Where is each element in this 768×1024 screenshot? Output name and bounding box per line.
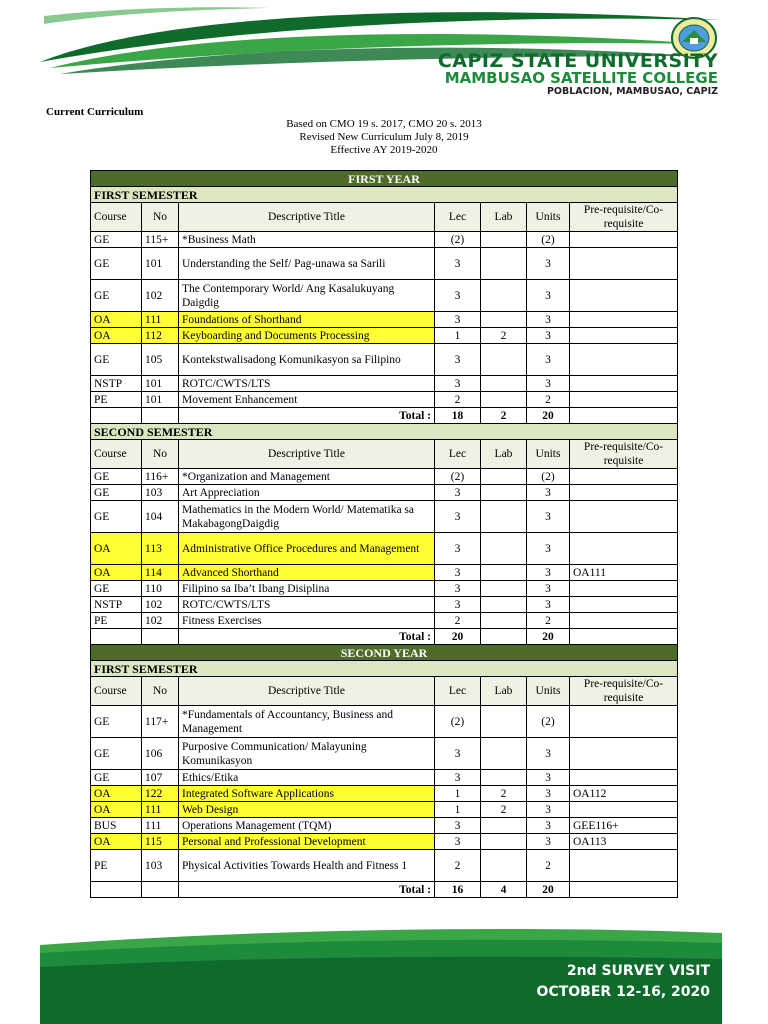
column-header-title: Descriptive Title <box>179 440 435 469</box>
course-title: *Business Math <box>179 232 435 248</box>
column-header-prereq: Pre-requisite/Co-requisite <box>570 440 678 469</box>
total-label: Total : <box>179 629 435 645</box>
units: 2 <box>527 392 570 408</box>
units: 3 <box>527 786 570 802</box>
total-blank <box>570 882 678 898</box>
column-header-course: Course <box>91 440 142 469</box>
column-header-row <box>91 677 678 706</box>
lec-hours: (2) <box>435 469 481 485</box>
course-row <box>91 376 678 392</box>
prerequisite <box>570 501 678 533</box>
prerequisite: OA112 <box>570 786 678 802</box>
course-code: NSTP <box>91 376 142 392</box>
course-number: 101 <box>142 376 179 392</box>
total-lab: 2 <box>481 408 527 424</box>
units: 3 <box>527 738 570 770</box>
course-title: Ethics/Etika <box>179 770 435 786</box>
course-title: Purposive Communication/ Malayuning Komunikasyon <box>179 738 435 770</box>
semester-label: SECOND SEMESTER <box>91 424 678 440</box>
lec-hours: 1 <box>435 328 481 344</box>
units: (2) <box>527 232 570 248</box>
units: 3 <box>527 533 570 565</box>
course-number: 122 <box>142 786 179 802</box>
lab-hours <box>481 533 527 565</box>
units: 2 <box>527 850 570 882</box>
course-code: GE <box>91 280 142 312</box>
course-title: *Fundamentals of Accountancy, Business and Management <box>179 706 435 738</box>
course-title: Web Design <box>179 802 435 818</box>
lec-hours: 1 <box>435 802 481 818</box>
course-number: 113 <box>142 533 179 565</box>
course-row <box>91 786 678 802</box>
lab-hours <box>481 597 527 613</box>
lab-hours: 2 <box>481 328 527 344</box>
lab-hours: 2 <box>481 786 527 802</box>
course-row <box>91 312 678 328</box>
course-title: Personal and Professional Development <box>179 834 435 850</box>
lab-hours <box>481 834 527 850</box>
lec-hours: 3 <box>435 770 481 786</box>
prerequisite <box>570 485 678 501</box>
curriculum-table <box>90 170 678 898</box>
lec-hours: (2) <box>435 706 481 738</box>
lab-hours <box>481 613 527 629</box>
total-label: Total : <box>179 882 435 898</box>
lec-hours: (2) <box>435 232 481 248</box>
units: 3 <box>527 770 570 786</box>
survey-visit-dates: OCTOBER 12-16, 2020 <box>536 984 710 1000</box>
lec-hours: 3 <box>435 344 481 376</box>
lab-hours <box>481 706 527 738</box>
units: 3 <box>527 501 570 533</box>
course-code: OA <box>91 834 142 850</box>
prerequisite <box>570 738 678 770</box>
total-blank <box>570 629 678 645</box>
prerequisite <box>570 469 678 485</box>
prerequisite <box>570 344 678 376</box>
total-blank <box>142 408 179 424</box>
course-title: Mathematics in the Modern World/ Matematika sa MakabagongDaigdig <box>179 501 435 533</box>
column-header-title: Descriptive Title <box>179 677 435 706</box>
course-title: Administrative Office Procedures and Management <box>179 533 435 565</box>
college-name: MAMBUSAO SATELLITE COLLEGE <box>444 69 718 87</box>
course-number: 103 <box>142 485 179 501</box>
course-title: Physical Activities Towards Health and Fitness 1 <box>179 850 435 882</box>
total-units: 20 <box>527 882 570 898</box>
column-header-course: Course <box>91 203 142 232</box>
course-code: OA <box>91 312 142 328</box>
lab-hours <box>481 501 527 533</box>
course-title: ROTC/CWTS/LTS <box>179 597 435 613</box>
lec-hours: 3 <box>435 581 481 597</box>
course-number: 111 <box>142 818 179 834</box>
total-lec: 16 <box>435 882 481 898</box>
lab-hours <box>481 850 527 882</box>
course-title: Operations Management (TQM) <box>179 818 435 834</box>
total-row <box>91 408 678 424</box>
course-row <box>91 850 678 882</box>
units: 3 <box>527 328 570 344</box>
units: 3 <box>527 344 570 376</box>
course-code: BUS <box>91 818 142 834</box>
course-title: Understanding the Self/ Pag-unawa sa Sarili <box>179 248 435 280</box>
lec-hours: 1 <box>435 786 481 802</box>
lab-hours <box>481 485 527 501</box>
lec-hours: 3 <box>435 312 481 328</box>
course-title: The Contemporary World/ Ang Kasalukuyang Daigdig <box>179 280 435 312</box>
course-title: ROTC/CWTS/LTS <box>179 376 435 392</box>
total-blank <box>570 408 678 424</box>
course-number: 117+ <box>142 706 179 738</box>
course-number: 101 <box>142 248 179 280</box>
course-title: Movement Enhancement <box>179 392 435 408</box>
course-number: 115+ <box>142 232 179 248</box>
course-row <box>91 280 678 312</box>
lec-hours: 3 <box>435 565 481 581</box>
course-row <box>91 613 678 629</box>
course-code: GE <box>91 344 142 376</box>
course-number: 104 <box>142 501 179 533</box>
total-units: 20 <box>527 629 570 645</box>
lab-hours <box>481 280 527 312</box>
course-row <box>91 328 678 344</box>
course-row <box>91 738 678 770</box>
lec-hours: 3 <box>435 280 481 312</box>
course-code: OA <box>91 533 142 565</box>
column-header-prereq: Pre-requisite/Co-requisite <box>570 203 678 232</box>
course-number: 111 <box>142 312 179 328</box>
column-header-lec: Lec <box>435 440 481 469</box>
course-title: *Organization and Management <box>179 469 435 485</box>
course-row <box>91 248 678 280</box>
lab-hours <box>481 818 527 834</box>
column-header-no: No <box>142 440 179 469</box>
prerequisite: OA111 <box>570 565 678 581</box>
course-number: 106 <box>142 738 179 770</box>
basis-line: Based on CMO 19 s. 2017, CMO 20 s. 2013 <box>286 118 482 130</box>
lab-hours <box>481 312 527 328</box>
total-row <box>91 882 678 898</box>
prerequisite <box>570 280 678 312</box>
prerequisite <box>570 802 678 818</box>
column-header-units: Units <box>527 677 570 706</box>
total-blank <box>142 629 179 645</box>
course-number: 111 <box>142 802 179 818</box>
column-header-course: Course <box>91 677 142 706</box>
course-row <box>91 501 678 533</box>
units: 3 <box>527 485 570 501</box>
course-code: PE <box>91 613 142 629</box>
prerequisite <box>570 613 678 629</box>
course-number: 102 <box>142 597 179 613</box>
course-title: Kontekstwalisadong Komunikasyon sa Filipino <box>179 344 435 376</box>
units: 3 <box>527 248 570 280</box>
prerequisite <box>570 392 678 408</box>
course-code: GE <box>91 232 142 248</box>
units: 2 <box>527 613 570 629</box>
prerequisite <box>570 312 678 328</box>
lec-hours: 3 <box>435 485 481 501</box>
course-code: GE <box>91 706 142 738</box>
course-code: GE <box>91 248 142 280</box>
course-row <box>91 485 678 501</box>
lab-hours <box>481 344 527 376</box>
course-title: Foundations of Shorthand <box>179 312 435 328</box>
column-header-units: Units <box>527 203 570 232</box>
course-row <box>91 597 678 613</box>
course-code: GE <box>91 581 142 597</box>
units: 3 <box>527 802 570 818</box>
prerequisite: OA113 <box>570 834 678 850</box>
semester-header-row <box>91 187 678 203</box>
prerequisite <box>570 376 678 392</box>
course-code: PE <box>91 850 142 882</box>
lab-hours <box>481 565 527 581</box>
lec-hours: 3 <box>435 597 481 613</box>
course-row <box>91 533 678 565</box>
course-title: Integrated Software Applications <box>179 786 435 802</box>
survey-visit-label: 2nd SURVEY VISIT <box>566 963 710 979</box>
course-number: 114 <box>142 565 179 581</box>
total-lec: 18 <box>435 408 481 424</box>
total-blank <box>91 408 142 424</box>
course-number: 107 <box>142 770 179 786</box>
course-title: Keyboarding and Documents Processing <box>179 328 435 344</box>
year-header-row <box>91 171 678 187</box>
basis-line: Effective AY 2019-2020 <box>330 144 438 156</box>
units: 3 <box>527 565 570 581</box>
course-number: 105 <box>142 344 179 376</box>
total-units: 20 <box>527 408 570 424</box>
course-row <box>91 818 678 834</box>
course-number: 116+ <box>142 469 179 485</box>
course-number: 115 <box>142 834 179 850</box>
column-header-lab: Lab <box>481 677 527 706</box>
lab-hours <box>481 581 527 597</box>
units: (2) <box>527 469 570 485</box>
prerequisite <box>570 248 678 280</box>
total-lab <box>481 629 527 645</box>
lab-hours <box>481 392 527 408</box>
lab-hours: 2 <box>481 802 527 818</box>
prerequisite <box>570 597 678 613</box>
total-blank <box>91 629 142 645</box>
course-row <box>91 565 678 581</box>
prerequisite <box>570 328 678 344</box>
lab-hours <box>481 738 527 770</box>
course-number: 110 <box>142 581 179 597</box>
year-label: FIRST YEAR <box>91 171 678 187</box>
units: 3 <box>527 818 570 834</box>
lec-hours: 3 <box>435 533 481 565</box>
course-row <box>91 232 678 248</box>
course-code: OA <box>91 565 142 581</box>
total-lec: 20 <box>435 629 481 645</box>
units: 3 <box>527 376 570 392</box>
course-title: Filipino sa Iba’t Ibang Disiplina <box>179 581 435 597</box>
course-row <box>91 834 678 850</box>
college-address: POBLACION, MAMBUSAO, CAPIZ <box>546 86 718 97</box>
lab-hours <box>481 248 527 280</box>
total-label: Total : <box>179 408 435 424</box>
curriculum-body <box>91 171 678 898</box>
prerequisite <box>570 232 678 248</box>
course-code: OA <box>91 786 142 802</box>
course-row <box>91 770 678 786</box>
course-title: Fitness Exercises <box>179 613 435 629</box>
semester-label: FIRST SEMESTER <box>91 661 678 677</box>
lab-hours <box>481 232 527 248</box>
course-row <box>91 706 678 738</box>
course-code: GE <box>91 485 142 501</box>
column-header-lab: Lab <box>481 440 527 469</box>
prerequisite <box>570 770 678 786</box>
lec-hours: 3 <box>435 248 481 280</box>
total-row <box>91 629 678 645</box>
course-row <box>91 469 678 485</box>
column-header-row <box>91 203 678 232</box>
course-row <box>91 802 678 818</box>
column-header-units: Units <box>527 440 570 469</box>
course-number: 103 <box>142 850 179 882</box>
course-row <box>91 392 678 408</box>
column-header-no: No <box>142 677 179 706</box>
column-header-lec: Lec <box>435 203 481 232</box>
course-code: PE <box>91 392 142 408</box>
column-header-prereq: Pre-requisite/Co-requisite <box>570 677 678 706</box>
course-number: 102 <box>142 613 179 629</box>
course-title: Art Appreciation <box>179 485 435 501</box>
lec-hours: 3 <box>435 834 481 850</box>
course-code: OA <box>91 802 142 818</box>
semester-header-row <box>91 661 678 677</box>
lec-hours: 3 <box>435 376 481 392</box>
prerequisite: GEE116+ <box>570 818 678 834</box>
course-code: GE <box>91 738 142 770</box>
course-code: GE <box>91 770 142 786</box>
course-code: OA <box>91 328 142 344</box>
course-title: Advanced Shorthand <box>179 565 435 581</box>
course-code: GE <box>91 501 142 533</box>
lec-hours: 2 <box>435 613 481 629</box>
course-row <box>91 344 678 376</box>
lec-hours: 2 <box>435 392 481 408</box>
units: 3 <box>527 581 570 597</box>
lec-hours: 3 <box>435 501 481 533</box>
total-blank <box>91 882 142 898</box>
basis-line: Revised New Curriculum July 8, 2019 <box>299 131 469 143</box>
year-label: SECOND YEAR <box>91 645 678 661</box>
course-number: 112 <box>142 328 179 344</box>
units: 3 <box>527 597 570 613</box>
column-header-no: No <box>142 203 179 232</box>
column-header-lab: Lab <box>481 203 527 232</box>
document-title: Current Curriculum <box>46 106 144 118</box>
university-name: CAPIZ STATE UNIVERSITY <box>437 50 718 72</box>
course-code: NSTP <box>91 597 142 613</box>
lec-hours: 3 <box>435 738 481 770</box>
total-blank <box>142 882 179 898</box>
lab-hours <box>481 770 527 786</box>
units: (2) <box>527 706 570 738</box>
course-number: 102 <box>142 280 179 312</box>
year-header-row <box>91 645 678 661</box>
column-header-title: Descriptive Title <box>179 203 435 232</box>
units: 3 <box>527 834 570 850</box>
column-header-lec: Lec <box>435 677 481 706</box>
prerequisite <box>570 850 678 882</box>
total-lab: 4 <box>481 882 527 898</box>
column-header-row <box>91 440 678 469</box>
prerequisite <box>570 581 678 597</box>
course-row <box>91 581 678 597</box>
lec-hours: 3 <box>435 818 481 834</box>
lab-hours <box>481 469 527 485</box>
prerequisite <box>570 706 678 738</box>
units: 3 <box>527 280 570 312</box>
units: 3 <box>527 312 570 328</box>
course-number: 101 <box>142 392 179 408</box>
lec-hours: 2 <box>435 850 481 882</box>
semester-header-row <box>91 424 678 440</box>
semester-label: FIRST SEMESTER <box>91 187 678 203</box>
prerequisite <box>570 533 678 565</box>
course-code: GE <box>91 469 142 485</box>
lab-hours <box>481 376 527 392</box>
curriculum-basis <box>0 118 768 157</box>
